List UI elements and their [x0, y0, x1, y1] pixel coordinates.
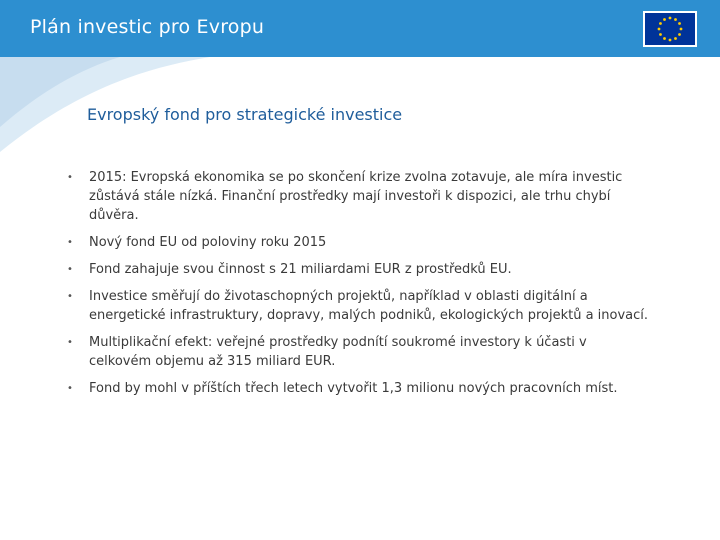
eu-star [663, 37, 666, 40]
slide-title: Plán investic pro Evropu [30, 16, 265, 38]
eu-star [659, 33, 662, 36]
eu-star [680, 28, 683, 31]
bullet-icon: • [67, 237, 73, 248]
eu-star [658, 28, 661, 31]
list-item: • Fond by mohl v příštích třech letech vytvořit 1,3 milionu nových pracovních míst. [67, 381, 618, 396]
eu-star [674, 37, 677, 40]
section-heading: Evropský fond pro strategické investice [87, 105, 403, 124]
header-bar [0, 0, 720, 57]
eu-star [669, 17, 672, 20]
eu-star [663, 18, 666, 21]
eu-star [669, 39, 672, 42]
bullet-list [67, 168, 652, 406]
bullet-icon: • [67, 291, 73, 302]
list-item: • 2015: Evropská ekonomika se po skončení krize zvolna zotavuje, ale míra investic zůstává stále nízká. Finanční prostředky mají investoři k dispozici, ale trhu chybí důvěra. [67, 170, 623, 223]
bullet-icon: • [67, 337, 73, 348]
bullet-icon: • [67, 264, 73, 275]
eu-flag-icon [643, 11, 697, 47]
eu-star [659, 22, 662, 25]
list-item: • Investice směřují do životaschopných projektů, například v oblasti digitální a energetické infrastruktury, dopravy, malých podniků, ekologických projektů a inovací. [67, 289, 649, 323]
list-item: • Fond zahajuje svou činnost s 21 miliardami EUR z prostředků EU. [67, 262, 512, 277]
eu-star [674, 18, 677, 21]
eu-star [678, 22, 681, 25]
bullet-icon: • [67, 172, 73, 183]
list-item: • Multiplikační efekt: veřejné prostředky podnítí soukromé investory k účasti v celkovém objemu až 315 miliard EUR. [67, 335, 587, 369]
bullet-icon: • [67, 383, 73, 394]
list-item: • Nový fond EU od poloviny roku 2015 [67, 235, 327, 250]
eu-star [678, 33, 681, 36]
